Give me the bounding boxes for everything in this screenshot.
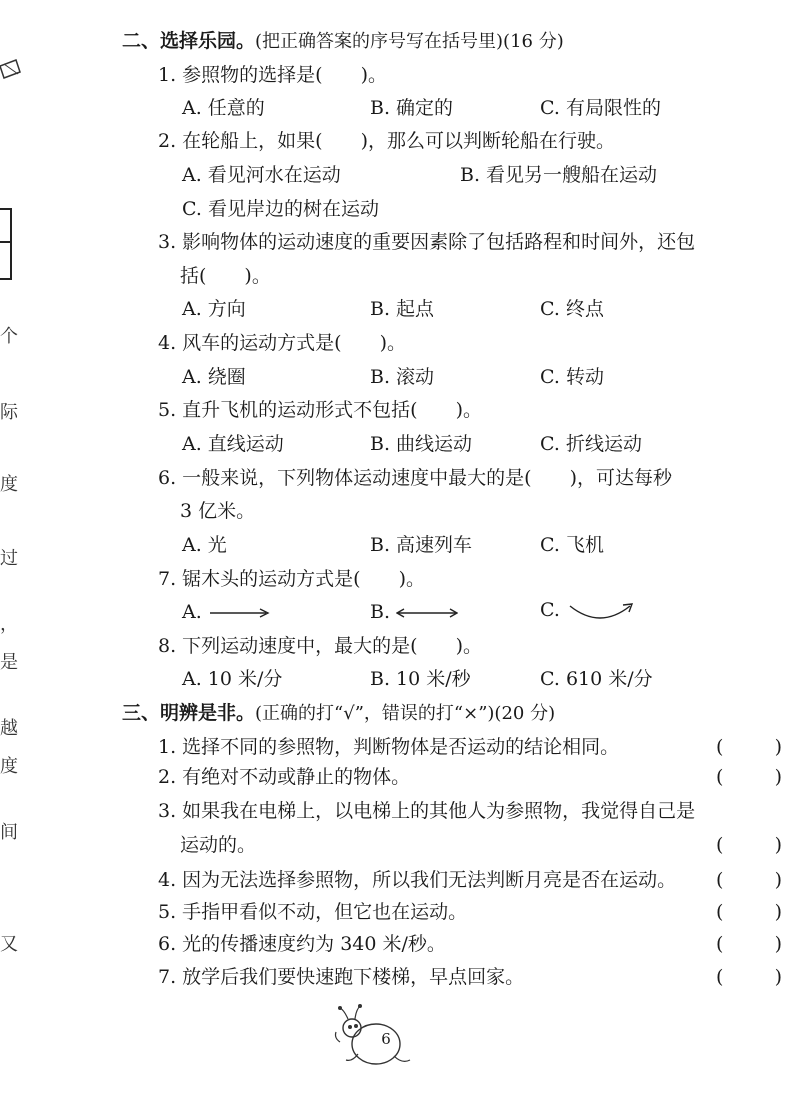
option-a: A. 绕圈	[182, 366, 246, 388]
section-3-note: (正确的打“√”，错误的打“×”)(20 分)	[255, 703, 556, 724]
option-b: B. 高速列车	[370, 534, 473, 556]
curved-arrow-icon	[566, 600, 636, 622]
answer-paren[interactable]: ( )	[716, 966, 782, 988]
right-arrow-icon	[208, 606, 270, 620]
question-stem: 4. 风车的运动方式是( )。	[158, 332, 406, 354]
option-c: C. 看见岸边的树在运动	[182, 198, 379, 220]
judgment-item: 1. 选择不同的参照物，判断物体是否运动的结论相同。	[158, 736, 620, 758]
option-b: B. 滚动	[370, 366, 435, 388]
edge-char: 间	[0, 822, 18, 843]
option-a-label: A.	[182, 601, 202, 623]
option-a: A. 看见河水在运动	[182, 164, 341, 186]
edge-char: ，	[0, 614, 18, 635]
edge-char: 际	[0, 402, 18, 423]
answer-paren[interactable]: ( )	[716, 834, 782, 856]
edge-box	[0, 208, 12, 280]
judgment-item: 2. 有绝对不动或静止的物体。	[158, 766, 411, 788]
section-2-note: (把正确答案的序号写在括号里)(16 分)	[255, 31, 564, 52]
question-stem: 8. 下列运动速度中，最大的是( )。	[158, 635, 482, 657]
answer-paren[interactable]: ( )	[716, 869, 782, 891]
option-b-label: B.	[370, 601, 391, 623]
edge-char: 度	[0, 474, 18, 495]
option-c: C. 转动	[540, 366, 604, 388]
judgment-item-cont: 运动的。	[180, 834, 257, 856]
question-stem: 1. 参照物的选择是( )。	[158, 64, 387, 86]
section-2-title: 二、选择乐园。	[122, 30, 256, 52]
answer-paren[interactable]: ( )	[716, 736, 782, 758]
option-c: C. 610 米/分	[540, 668, 653, 690]
option-b: B. 确定的	[370, 97, 454, 119]
option-a: A. 方向	[182, 298, 246, 320]
question-stem-cont: 括( )。	[180, 265, 271, 287]
edge-char: 又	[0, 934, 18, 955]
option-b: B. 曲线运动	[370, 433, 473, 455]
judgment-item: 5. 手指甲看似不动，但它也在运动。	[158, 901, 468, 923]
edge-char: 是	[0, 652, 18, 673]
option-c: C. 飞机	[540, 534, 604, 556]
judgment-item: 3. 如果我在电梯上，以电梯上的其他人为参照物，我觉得自己是	[158, 800, 696, 822]
answer-paren[interactable]: ( )	[716, 933, 782, 955]
option-a: A. 10 米/分	[182, 668, 283, 690]
edge-char: 越	[0, 718, 18, 739]
edge-char: 度	[0, 756, 18, 777]
option-a: A. 直线运动	[182, 433, 284, 455]
edge-box-divider	[0, 241, 10, 243]
edge-char: 个	[0, 326, 18, 347]
option-c	[540, 597, 636, 623]
section-3-title: 三、明辨是非。	[122, 702, 256, 724]
option-c: C. 折线运动	[540, 433, 642, 455]
question-stem: 5. 直升飞机的运动形式不包括( )。	[158, 399, 482, 421]
judgment-item: 4. 因为无法选择参照物，所以我们无法判断月亮是否在运动。	[158, 869, 677, 891]
option-c-label: C.	[540, 599, 560, 621]
question-stem: 6. 一般来说，下列物体运动速度中最大的是( )，可达每秒	[158, 467, 672, 489]
option-c: C. 终点	[540, 298, 604, 320]
option-c: C. 有局限性的	[540, 97, 661, 119]
question-stem-cont: 3 亿米。	[180, 500, 256, 522]
section-2-heading	[122, 28, 564, 55]
option-b	[370, 599, 458, 625]
section-3-heading	[122, 700, 555, 727]
option-b: B. 起点	[370, 298, 435, 320]
kite-icon	[0, 56, 22, 92]
question-stem: 3. 影响物体的运动速度的重要因素除了包括路程和时间外，还包	[158, 231, 696, 253]
question-stem: 7. 锯木头的运动方式是( )。	[158, 568, 425, 590]
option-b: B. 10 米/秒	[370, 668, 471, 690]
answer-paren[interactable]: ( )	[716, 901, 782, 923]
question-stem: 2. 在轮船上，如果( )，那么可以判断轮船在行驶。	[158, 130, 615, 152]
option-a: A. 任意的	[182, 97, 265, 119]
page-number: 6	[381, 1030, 391, 1048]
double-arrow-icon	[396, 606, 458, 620]
judgment-item: 7. 放学后我们要快速跑下楼梯，早点回家。	[158, 966, 525, 988]
answer-paren[interactable]: ( )	[716, 766, 782, 788]
option-b: B. 看见另一艘船在运动	[460, 164, 658, 186]
edge-char: 过	[0, 548, 18, 569]
option-a	[182, 599, 270, 625]
judgment-item: 6. 光的传播速度约为 340 米/秒。	[158, 933, 446, 955]
option-a: A. 光	[182, 534, 227, 556]
